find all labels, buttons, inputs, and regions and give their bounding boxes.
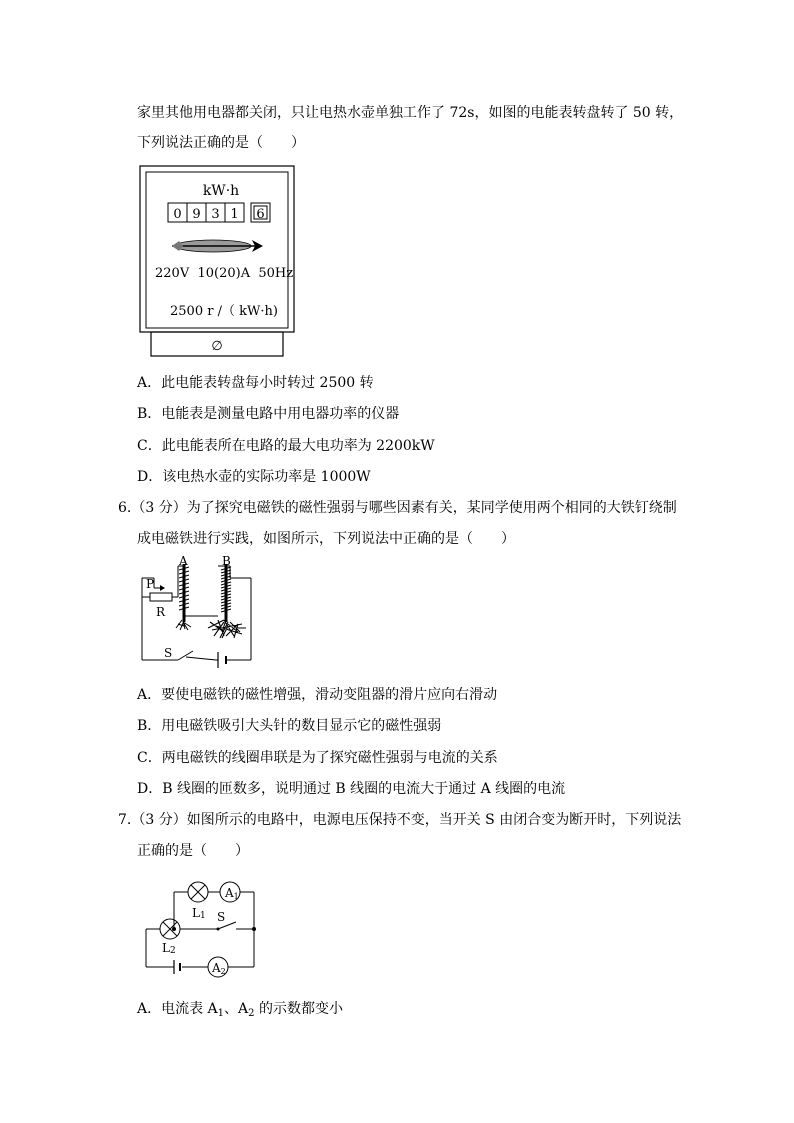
label-b: B	[222, 554, 231, 568]
parallel-circuit-figure	[140, 876, 260, 978]
q7-stem-line2: 正确的是（ ）	[137, 843, 249, 859]
q6-option-a[interactable]: A．要使电磁铁的磁性增强，滑动变阻器的滑片应向右滑动	[137, 687, 498, 703]
q7-stem-line1: 7.（3 分）如图所示的电路中，电源电压保持不变，当开关 S 由闭合变为断开时，下列说法	[118, 812, 682, 828]
meter-digit-4: 1	[230, 207, 239, 222]
label-a2: A2	[212, 961, 226, 976]
q5-option-c[interactable]: C．此电能表所在电路的最大电功率为 2200kW	[137, 438, 435, 454]
q5-stem-line2: 下列说法正确的是（ ）	[137, 135, 305, 151]
q6-stem-line1: 6.（3 分）为了探究电磁铁的磁性强弱与哪些因素有关，某同学使用两个相同的大铁钉绕制	[118, 500, 677, 516]
q5-stem-line1: 家里其他用电器都关闭，只让电热水壶单独工作了 72s，如图的电能表转盘转了 50 转，	[137, 105, 684, 121]
meter-digit-2: 9	[192, 207, 201, 222]
meter-constant: 2500 r /（ kW·h)	[170, 304, 278, 319]
meter-rating: 220V 10(20)A 50Hz	[155, 266, 294, 281]
label-a: A	[179, 554, 188, 568]
meter-rotor-disc	[172, 240, 263, 252]
meter-digit-3: 3	[211, 207, 220, 222]
label-l2: L2	[162, 941, 176, 956]
label-r: R	[156, 605, 166, 619]
label-a1: A1	[225, 886, 239, 901]
meter-digit-1: 0	[173, 207, 182, 222]
q6-stem-line2: 成电磁铁进行实践，如图所示，下列说法中正确的是（ ）	[137, 531, 515, 547]
coil-a	[179, 564, 189, 622]
label-s: S	[164, 646, 173, 660]
meter-digit-5: 6	[256, 207, 265, 222]
label-l1: L1	[192, 906, 206, 921]
q6-option-d[interactable]: D．B 线圈的匝数多，说明通过 B 线圈的电流大于通过 A 线圈的电流	[137, 781, 566, 797]
label-s: S	[217, 910, 226, 924]
q5-option-a[interactable]: A．此电能表转盘每小时转过 2500 转	[137, 375, 374, 391]
q6-option-c[interactable]: C．两电磁铁的线圈串联是为了探究磁性强弱与电流的关系	[137, 750, 498, 766]
meter-unit: kW·h	[202, 183, 240, 199]
q5-option-b[interactable]: B．电能表是测量电路中用电器功率的仪器	[137, 406, 400, 422]
q5-option-d[interactable]: D．该电热水壶的实际功率是 1000W	[137, 469, 371, 485]
label-p: P	[146, 577, 155, 591]
meter-terminal-symbol: ∅	[211, 339, 223, 354]
q6-option-b[interactable]: B．用电磁铁吸引大头针的数目显示它的磁性强弱	[137, 718, 442, 734]
electric-meter-figure	[139, 165, 299, 360]
q7-option-a[interactable]: A．电流表 $A_1$、$A_2$ 的示数都变小	[137, 1001, 343, 1019]
pins-b	[208, 620, 246, 638]
pins-a	[176, 620, 191, 630]
electromagnet-circuit-figure	[138, 554, 263, 668]
